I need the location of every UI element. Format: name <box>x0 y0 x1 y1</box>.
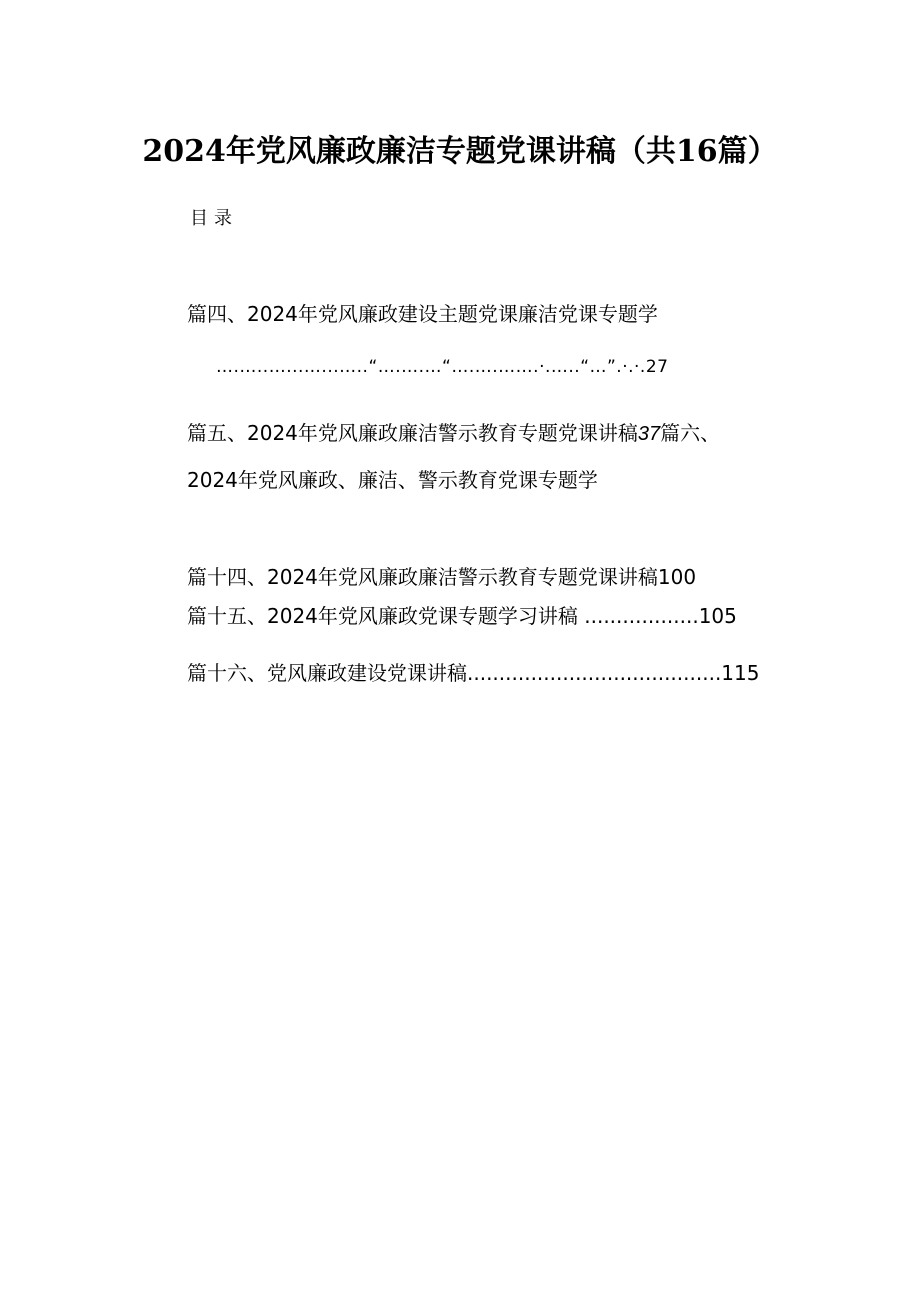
document-title: 2024年党风廉政廉洁专题党课讲稿（共16篇） <box>142 134 778 169</box>
toc-entry-16[interactable]: 篇十六、党风廉政建设党课讲稿........................................115 <box>187 661 760 685</box>
toc-entry-14[interactable]: 篇十四、2024年党风廉政廉洁警示教育专题党课讲稿100 <box>187 565 697 589</box>
toc-entry-5-text: 篇五、2024年党风廉政廉洁警示教育专题党课讲稿 <box>187 421 638 445</box>
toc-entry-5-6[interactable] <box>187 418 720 449</box>
toc-entry-4[interactable]: 篇四、2024年党风廉政建设主题党课廉洁党课专题学 <box>187 302 658 326</box>
toc-entry-5-page: 37 <box>637 423 661 445</box>
toc-heading: 目录 <box>190 208 238 229</box>
toc-entry-6[interactable]: 2024年党风廉政、廉洁、警示教育党课专题学 <box>187 468 598 492</box>
toc-entry-4-leader: ….…..…...…...…..“….….…“….….…….·.…..“…”.·.·.27 <box>216 357 669 377</box>
toc-entry-6-prefix: 篇六、 <box>660 421 721 445</box>
toc-entry-15[interactable]: 篇十五、2024年党风廉政党课专题学习讲稿 ..................105 <box>187 604 737 628</box>
